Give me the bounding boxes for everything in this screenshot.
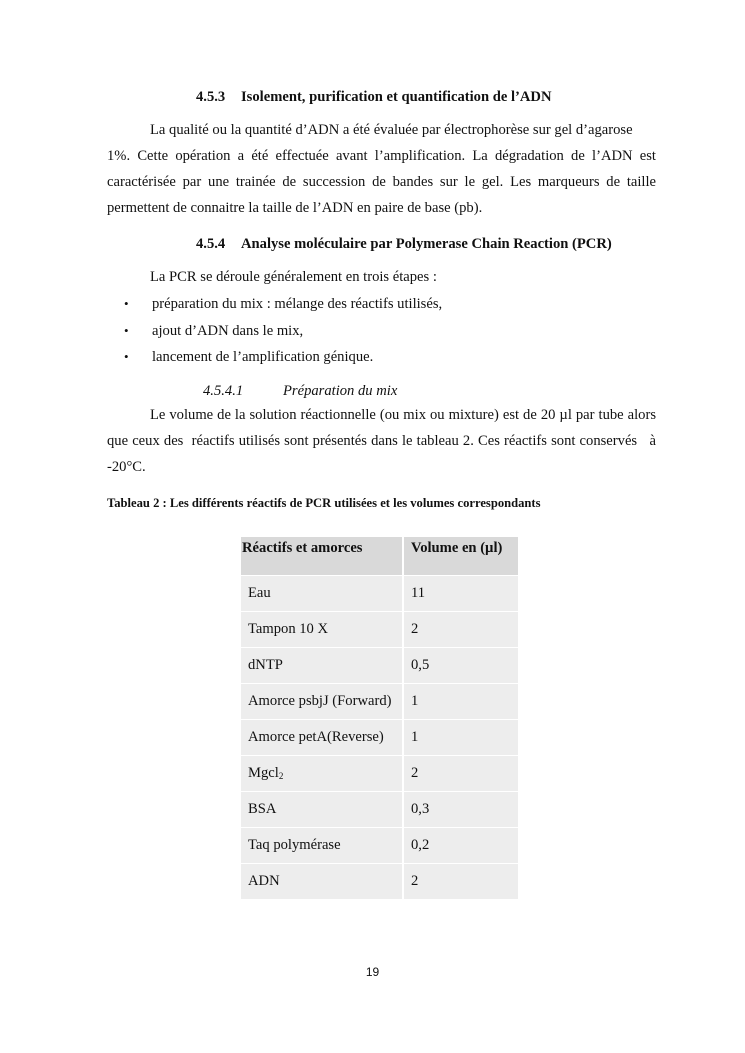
table-row (241, 612, 518, 648)
column-header-volume: Volume en (µl) (404, 537, 518, 576)
table-row (241, 756, 518, 792)
table-row (241, 576, 518, 612)
subsection-number: 4.5.4.1 (203, 383, 244, 399)
table-row (241, 828, 518, 864)
reagent-cell: ADN (241, 864, 404, 900)
paragraph-line: caractérisée par une trainée de succession de bandes sur le gel. Les marqueurs de taille (107, 174, 656, 190)
reagent-cell: dNTP (241, 648, 404, 684)
column-header-reagent: Réactifs et amorces (241, 537, 404, 576)
table-row (241, 684, 518, 720)
subsection-title: Préparation du mix (283, 383, 398, 399)
subsection-heading-4-5-4-1 (203, 383, 397, 400)
reagent-cell: Tampon 10 X (241, 612, 404, 648)
section-number: 4.5.4 (196, 236, 226, 252)
volume-cell: 0,3 (404, 792, 518, 828)
subscript: 2 (278, 771, 284, 781)
paragraph-line: Le volume de la solution réactionnelle (ou mix ou mixture) est de 20 µl par tube alors (150, 407, 656, 423)
table-row (241, 648, 518, 684)
list-item: préparation du mix : mélange des réactifs utilisés, (152, 296, 443, 312)
intro-text: La PCR se déroule généralement en trois étapes : (150, 269, 437, 285)
section-heading-4-5-4 (196, 236, 612, 253)
paragraph-line: 1%. Cette opération a été effectuée avant l’amplification. La dégradation de l’ADN est (107, 148, 656, 164)
volume-cell: 2 (404, 612, 518, 648)
section-heading-4-5-3 (196, 89, 552, 106)
volume-cell: 0,5 (404, 648, 518, 684)
paragraph-line: -20°C. (107, 459, 146, 475)
table-row (241, 720, 518, 756)
reagents-table (241, 537, 518, 900)
section-number: 4.5.3 (196, 89, 226, 105)
volume-cell: 11 (404, 576, 518, 612)
page-number: 19 (365, 965, 380, 979)
bullet-icon: • (124, 349, 129, 364)
volume-cell: 1 (404, 684, 518, 720)
volume-cell: 0,2 (404, 828, 518, 864)
reagent-cell (241, 756, 404, 792)
list-item: ajout d’ADN dans le mix, (152, 323, 304, 339)
volume-cell: 1 (404, 720, 518, 756)
table-caption: Tableau 2 : Les différents réactifs de PCR utilisées et les volumes correspondants (107, 496, 541, 510)
list-item: lancement de l’amplification génique. (152, 349, 374, 365)
table-header-row (241, 537, 518, 576)
section-title: Isolement, purification et quantification de l’ADN (241, 89, 552, 105)
bullet-icon: • (124, 296, 129, 311)
paragraph-line: que ceux des réactifs utilisés sont présentés dans le tableau 2. Ces réactifs sont conservés à (107, 433, 656, 449)
reagent-cell: Eau (241, 576, 404, 612)
volume-cell: 2 (404, 756, 518, 792)
bullet-icon: • (124, 323, 129, 338)
reagent-cell: Taq polymérase (241, 828, 404, 864)
paragraph-line: permettent de connaitre la taille de l’ADN en paire de base (pb). (107, 200, 483, 216)
reagent-cell: BSA (241, 792, 404, 828)
table-row (241, 792, 518, 828)
volume-cell: 2 (404, 864, 518, 900)
reagent-cell: Amorce petA(Reverse) (241, 720, 404, 756)
reagent-name: Mgcl (248, 765, 279, 781)
section-title: Analyse moléculaire par Polymerase Chain Reaction (PCR) (241, 236, 612, 252)
table-row (241, 864, 518, 900)
paragraph-line: La qualité ou la quantité d’ADN a été évaluée par électrophorèse sur gel d’agarose (150, 122, 633, 138)
reagent-cell: Amorce psbjJ (Forward) (241, 684, 404, 720)
